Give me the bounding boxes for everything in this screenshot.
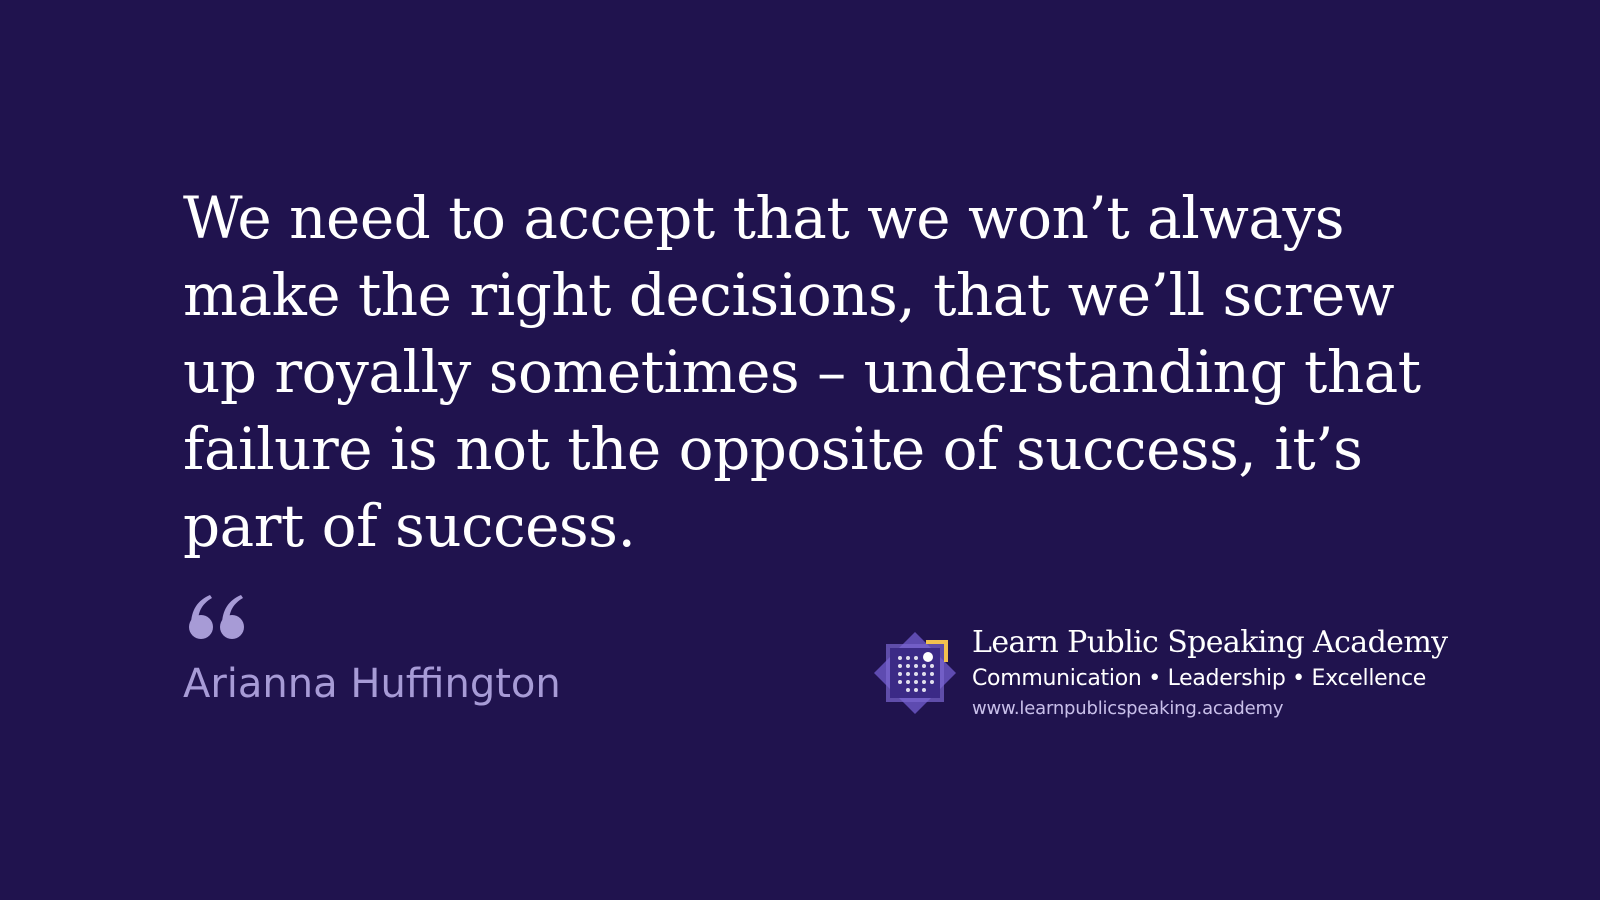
brand-name: Learn Public Speaking Academy	[972, 625, 1448, 660]
brand-tagline: Communication • Leadership • Excellence	[972, 666, 1427, 691]
quote-mark-icon	[188, 594, 248, 640]
brand-block	[872, 625, 1448, 726]
brand-url: www.learnpublicspeaking.academy	[972, 698, 1284, 719]
academy-logo-icon	[872, 630, 958, 716]
quote-text: We need to accept that we won’t always make the right decisions, that we’ll screw up royally sometimes – understanding that failure is not the opposite of success, it’s part of success.	[183, 184, 1421, 560]
quote-author: Arianna Huffington	[183, 661, 561, 707]
